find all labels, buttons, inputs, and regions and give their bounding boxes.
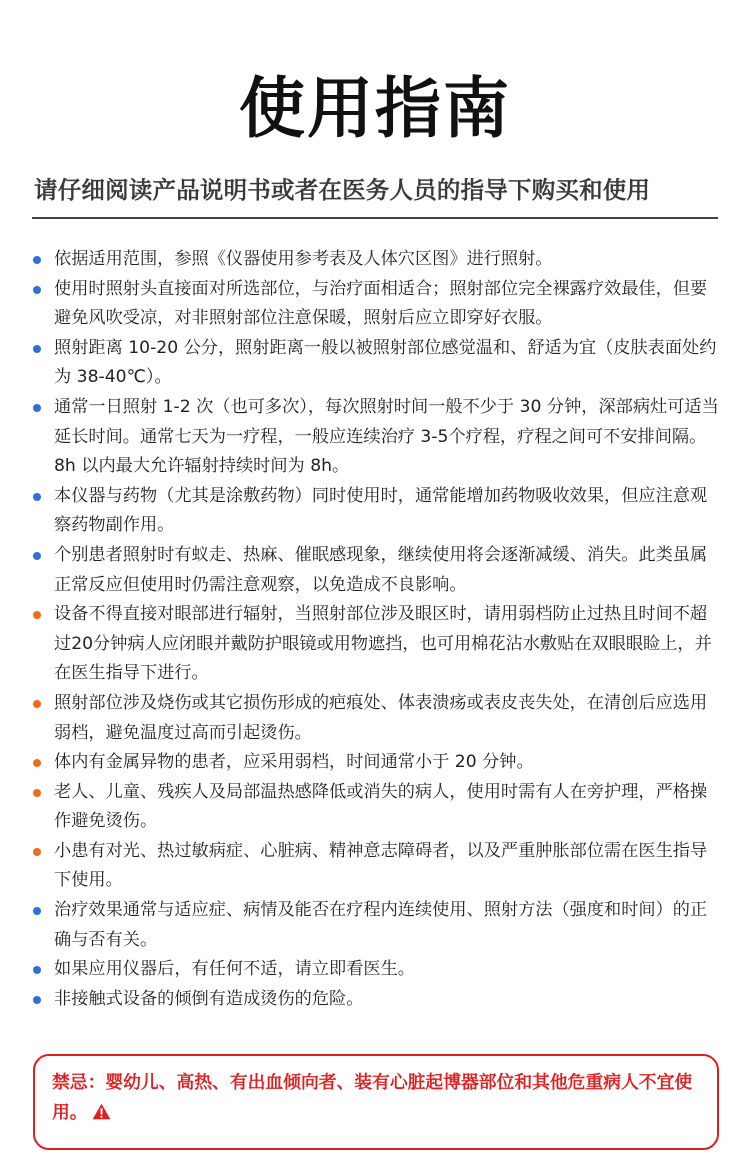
guide-item-text: 个别患者照射时有蚁走、热麻、催眠感现象，继续使用将会逐渐减缓、消失。此类虽属正常反应但使用时仍需注意观察，以免造成不良影响。 xyxy=(54,544,708,595)
bullet-dot-icon xyxy=(33,996,41,1004)
guide-item xyxy=(32,985,722,1015)
guide-item xyxy=(32,896,722,955)
guide-item-text: 通常一日照射 1-2 次（也可多次），每次照射时间一般不少于 30 分钟，深部病灶可适当延长时间。通常七天为一疗程，一般应连续治疗 3-5个疗程，疗程之间可不安排间隔。8h 以内最大允许辐射持续时间为 8h。 xyxy=(54,396,719,477)
bullet-dot-icon xyxy=(33,700,41,708)
guide-item-text: 照射距离 10-20 公分，照射距离一般以被照射部位感觉温和、舒适为宜（皮肤表面处约为 38-40℃）。 xyxy=(54,337,717,388)
bullet-dot-icon xyxy=(33,848,41,856)
bullet-dot-icon xyxy=(33,256,41,264)
bullet-dot-icon xyxy=(33,759,41,767)
page-title: 使用指南 xyxy=(239,70,511,147)
bullet-dot-icon xyxy=(33,286,41,294)
guide-item xyxy=(32,778,722,837)
guide-item-text: 依据适用范围，参照《仪器使用参考表及人体穴区图》进行照射。 xyxy=(54,249,553,269)
guide-item xyxy=(32,955,722,985)
title-divider xyxy=(32,217,718,219)
guide-item xyxy=(32,748,722,778)
guide-item xyxy=(32,275,722,334)
guide-item-text: 体内有金属异物的患者，应采用弱档，时间通常小于 20 分钟。 xyxy=(54,752,534,773)
bullet-dot-icon xyxy=(33,611,41,619)
guide-item-text: 老人、儿童、残疾人及局部温热感降低或消失的病人，使用时需有人在旁护理，严格操作避免烫伤。 xyxy=(54,781,708,832)
guide-item-text: 小患有对光、热过敏病症、心脏病、精神意志障碍者，以及严重肿胀部位需在医生指导下使用。 xyxy=(54,840,708,891)
bullet-dot-icon xyxy=(33,966,41,974)
contraindication-text: 禁忌：婴幼儿、高热、有出血倾向者、装有心脏起博器部位和其他危重病人不宜使用。 xyxy=(52,1072,693,1123)
bullet-dot-icon xyxy=(33,789,41,797)
bullet-dot-icon xyxy=(33,552,41,560)
bullet-dot-icon xyxy=(33,493,41,501)
guide-item xyxy=(32,245,722,275)
guide-list xyxy=(32,245,722,1014)
guide-item xyxy=(32,837,722,896)
guide-item-text: 使用时照射头直接面对所选部位，与治疗面相适合；照射部位完全裸露疗效最佳，但要避免风吹受凉，对非照射部位注意保暖，照射后应立即穿好衣服。 xyxy=(54,278,708,329)
guide-item-text: 如果应用仪器后，有任何不适，请立即看医生。 xyxy=(54,959,415,980)
warning-triangle-icon xyxy=(92,1103,111,1120)
guide-item-text: 非接触式设备的倾倒有造成烫伤的危险。 xyxy=(54,988,364,1009)
guide-item xyxy=(32,482,722,541)
guide-item-text: 本仪器与药物（尤其是涂敷药物）同时使用时，通常能增加药物吸收效果，但应注意观察药物副作用。 xyxy=(54,485,708,536)
guide-item-text: 设备不得直接对眼部进行辐射，当照射部位涉及眼区时，请用弱档防止过热且时间不超过20分钟病人应闭眼并戴防护眼镜或用物遮挡，也可用棉花沾水敷贴在双眼眼睑上，并在医生指导下进行。 xyxy=(54,604,712,684)
guide-item-text: 照射部位涉及烧伤或其它损伤形成的疤痕处、体表溃疡或表皮丧失处，在清创后应选用弱档，避免温度过高而引起烫伤。 xyxy=(54,692,708,743)
bullet-dot-icon xyxy=(33,404,41,412)
bullet-dot-icon xyxy=(33,907,41,915)
contraindication-box xyxy=(33,1054,719,1150)
guide-item xyxy=(32,334,722,393)
guide-item xyxy=(32,600,722,689)
bullet-dot-icon xyxy=(33,345,41,353)
page-subtitle: 请仔细阅读产品说明书或者在医务人员的指导下购买和使用 xyxy=(34,176,651,204)
guide-item xyxy=(32,689,722,748)
guide-item xyxy=(32,541,722,600)
guide-item xyxy=(32,393,722,482)
guide-item-text: 治疗效果通常与适应症、病情及能否在疗程内连续使用、照射方法（强度和时间）的正确与否有关。 xyxy=(54,900,708,950)
